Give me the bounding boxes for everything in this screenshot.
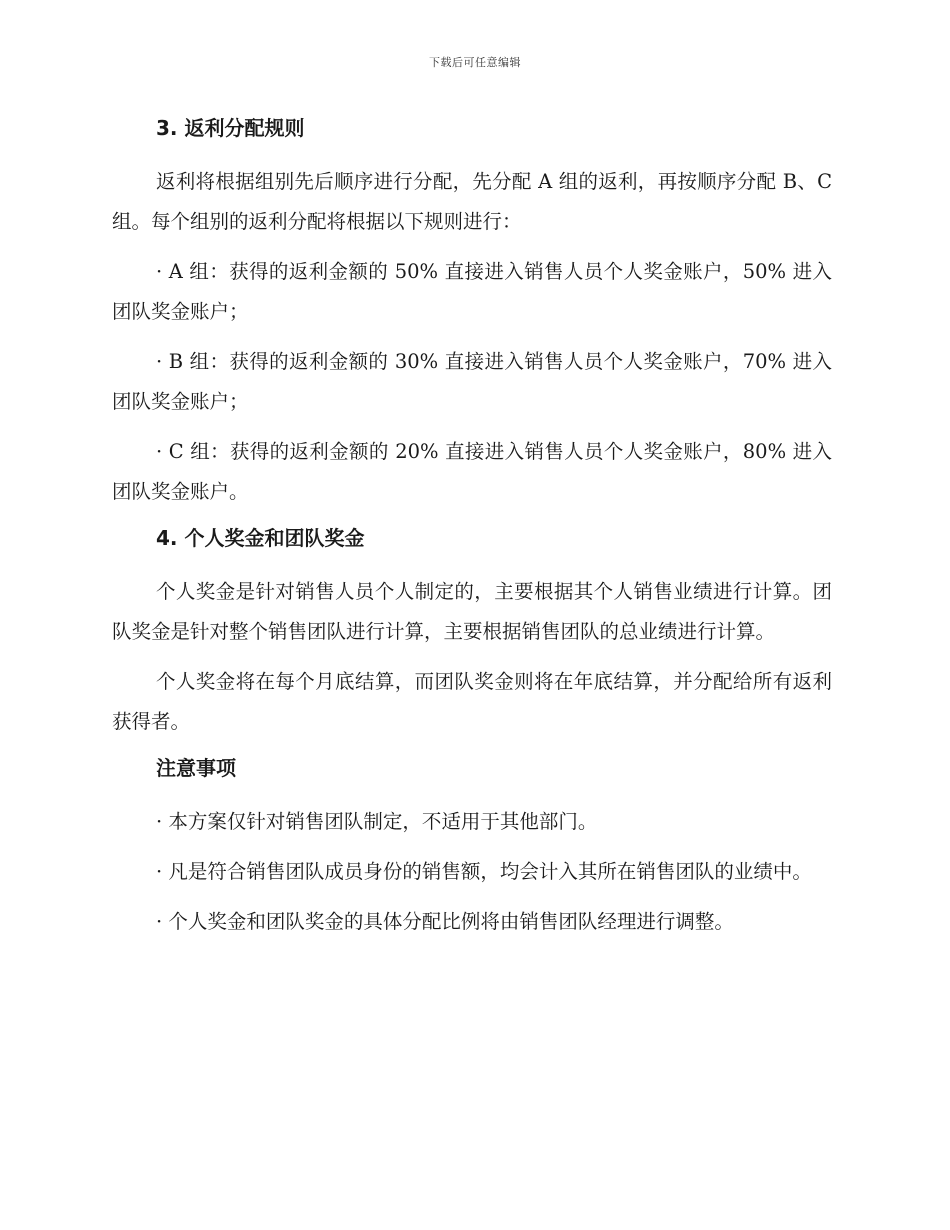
rebate-rule-group-b: · B 组：获得的返利金额的 30% 直接进入销售人员个人奖金账户，70% 进入团队奖金账户； (112, 350, 832, 413)
bonus-paragraph-definition: 个人奖金是针对销售人员个人制定的，主要根据其个人销售业绩进行计算。团队奖金是针对整个销售团队进行计算，主要根据销售团队的总业绩进行计算。 (112, 580, 832, 643)
bonus-paragraph-settlement: 个人奖金将在每个月底结算，而团队奖金则将在年底结算，并分配给所有返利获得者。 (112, 670, 832, 733)
rebate-rule-group-c: · C 组：获得的返利金额的 20% 直接进入销售人员个人奖金账户，80% 进入团队奖金账户。 (112, 440, 832, 503)
document-body (112, 112, 832, 952)
section-heading-notes: 注意事项 (156, 756, 236, 780)
note-item-sales-attribution: · 凡是符合销售团队成员身份的销售额，均会计入其所在销售团队的业绩中。 (156, 860, 812, 883)
section-heading-bonus: 4. 个人奖金和团队奖金 (156, 526, 365, 550)
note-item-ratio-adjustment: · 个人奖金和团队奖金的具体分配比例将由销售团队经理进行调整。 (156, 910, 734, 933)
section-heading-rebate-rules: 3. 返利分配规则 (156, 116, 305, 140)
rebate-rule-group-a: · A 组：获得的返利金额的 50% 直接进入销售人员个人奖金账户，50% 进入团队奖金账户； (112, 260, 832, 323)
page-header: 下载后可任意编辑 (429, 56, 521, 69)
rebate-intro-paragraph: 返利将根据组别先后顺序进行分配，先分配 A 组的返利，再按顺序分配 B、C 组。每个组别的返利分配将根据以下规则进行： (112, 170, 832, 233)
note-item-scope: · 本方案仅针对销售团队制定，不适用于其他部门。 (156, 810, 598, 833)
